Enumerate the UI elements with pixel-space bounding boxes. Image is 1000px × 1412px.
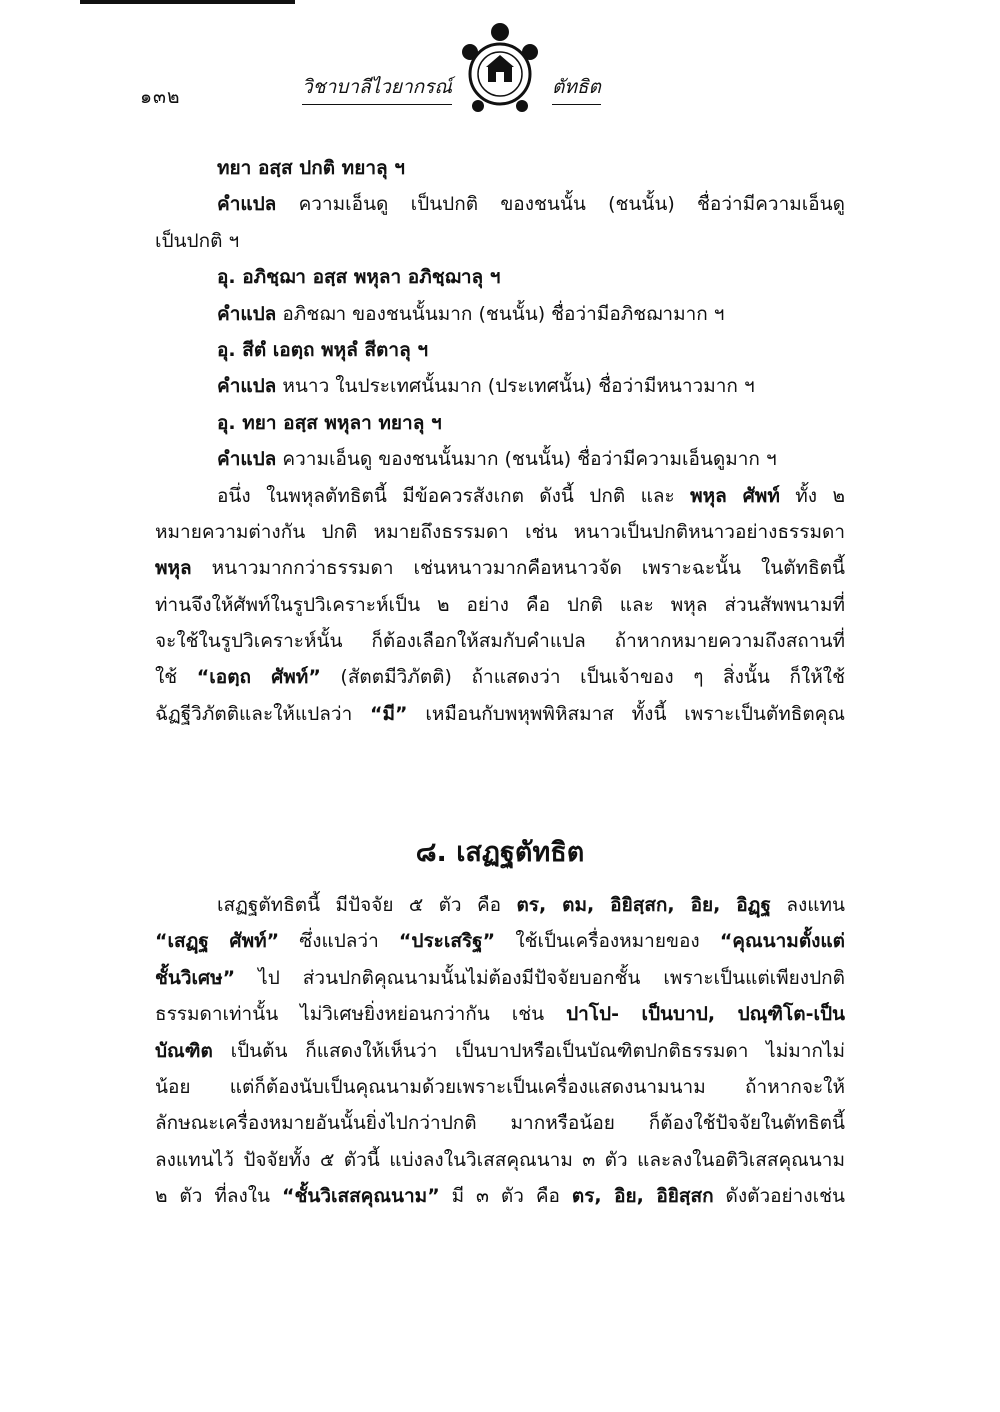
note-paragraph-line: ฉัฏฐีวิภัตติและให้แปลว่า “มี” เหมือนกับพหุพพิหิสมาส ทั้งนี้ เพราะเป็นตัทธิตคุณ [155, 702, 845, 725]
section-paragraph-line: เสฏฐตัทธิตนี้ มีปัจจัย ๕ ตัว คือ ตร, ตม, อิยิสฺสก, อิย, อิฏฺฐ ลงแทน [217, 894, 845, 916]
example-translation-2: คำแปล อภิชฌา ของชนนั้นมาก (ชนนั้น) ชื่อว่ามีอภิชฌามาก ฯ [217, 302, 725, 325]
section-paragraph-line: ธรรมดาเท่านั้น ไม่วิเศษยิ่งหย่อนกว่ากัน เช่น ปาโป- เป็นบาป, ปณฺฑิโต-เป็น [155, 1003, 845, 1026]
section-paragraph-line: ลักษณะเครื่องหมายอันนั้นยิ่งไปกว่าปกติ มากหรือน้อย ก็ต้องใช้ปัจจัยในตัทธิตนี้ [155, 1112, 845, 1135]
emblem-seal-icon [452, 22, 548, 118]
note-paragraph-line: พหุล หนาวมากกว่าธรรมดา เช่นหนาวมากคือหนาวจัด เพราะฉะนั้น ในตัทธิตนี้ [155, 557, 845, 580]
section-paragraph-line: “เสฏฺฐ ศัพท์” ซึ่งแปลว่า “ประเสริฐ” ใช้เป็นเครื่องหมายของ “คุณนามตั้งแต่ [155, 930, 846, 953]
example-translation-1-cont: เป็นปกติ ฯ [155, 229, 240, 252]
page-number: ๑๓๒ [140, 86, 181, 108]
example-pali-1: ทยา อสฺส ปกติ ทยาลุ ฯ [217, 157, 405, 179]
section-body [155, 813, 845, 1215]
running-title-left: วิชาบาลีไวยากรณ์ [302, 72, 452, 105]
example-translation-4: คำแปล ความเอ็นดู ของชนนั้นมาก (ชนนั้น) ชื่อว่ามีความเอ็นดูมาก ฯ [217, 448, 777, 471]
section-paragraph-line: บัณฑิต เป็นต้น ก็แสดงให้เห็นว่า เป็นบาปหรือเป็นบัณฑิตปกติธรรมดา ไม่มากไม่ [155, 1039, 845, 1062]
note-paragraph-line: ใช้ “เอตฺถ ศัพท์” (สัตตมีวิภัตติ) ถ้าแสดงว่า เป็นเจ้าของ ๆ สิ่งนั้น ก็ให้ใช้ [155, 666, 845, 689]
note-paragraph-line: ท่านจึงให้ศัพท์ในรูปวิเคราะห์เป็น ๒ อย่าง คือ ปกติ และ พหุล ส่วนสัพพนามที่ [155, 593, 845, 616]
note-paragraph-line: อนึ่ง ในพหุลตัทธิตนี้ มีข้อควรสังเกต ดังนี้ ปกติ และ พหุล ศัพท์ ทั้ง ๒ [217, 484, 845, 507]
note-paragraph-line: จะใช้ในรูปวิเคราะห์นั้น ก็ต้องเลือกให้สมกับคำแปล ถ้าหากหมายความถึงสถานที่ [155, 630, 845, 653]
running-title-right: ตัทธิต [552, 72, 601, 105]
example-pali-2: อุ. อภิชฺฌา อสฺส พหุลา อภิชฺฌาลุ ฯ [217, 266, 501, 289]
section-heading: ๘. เสฏฐตัทธิต [415, 837, 585, 868]
section-paragraph-line: น้อย แต่ก็ต้องนับเป็นคุณนามด้วยเพราะเป็นเครื่องแสดงนามนาม ถ้าหากจะให้ [155, 1075, 845, 1098]
example-pali-3: อุ. สีตํ เอตฺถ พหุลํ สีตาลุ ฯ [217, 338, 428, 361]
section-paragraph-line: ลงแทนไว้ ปัจจัยทั้ง ๕ ตัวนี้ แบ่งลงในวิเสสคุณนาม ๓ ตัว และลงในอติวิเสสคุณนาม [155, 1148, 845, 1171]
section-paragraph-line: ชั้นวิเศษ” ไป ส่วนปกติคุณนามนั้นไม่ต้องมีปัจจัยบอกชั้น เพราะเป็นแต่เพียงปกติ [155, 966, 845, 989]
section-paragraph-line: ๒ ตัว ที่ลงใน “ชั้นวิเสสคุณนาม” มี ๓ ตัว คือ ตร, อิย, อิยิสฺสก ดังตัวอย่างเช่น [155, 1185, 845, 1208]
example-translation-1: คำแปล ความเอ็นดู เป็นปกติ ของชนนั้น (ชนนั้น) ชื่อว่ามีความเอ็นดู [217, 193, 845, 216]
page-header [0, 0, 1000, 130]
note-paragraph-line: หมายความต่างกัน ปกติ หมายถึงธรรมดา เช่น หนาวเป็นปกติหนาวอย่างธรรมดา [155, 520, 845, 543]
example-translation-3: คำแปล หนาว ในประเทศนั้นมาก (ประเทศนั้น) ชื่อว่ามีหนาวมาก ฯ [217, 375, 755, 398]
body-text [155, 150, 845, 732]
example-pali-4: อุ. ทยา อสฺส พหุลา ทยาลุ ฯ [217, 411, 442, 434]
